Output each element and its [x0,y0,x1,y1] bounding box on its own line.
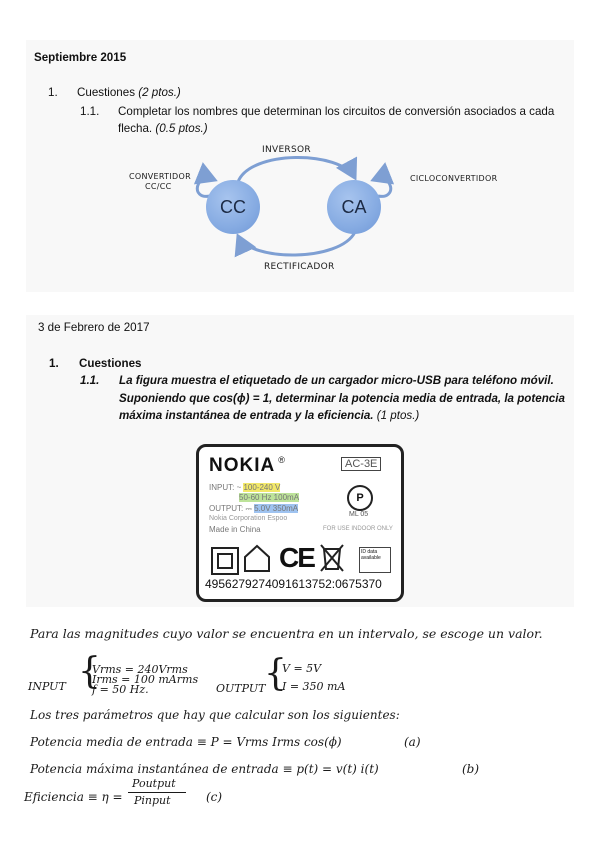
output-voltage: V = 5V [282,662,322,675]
input-row: INPUT: ~ 100-240 V [209,483,281,492]
indoor-use-text: FOR USE INDOOR ONLY [323,526,393,532]
weee-info-box: ID data available [359,547,391,573]
section-2-header: 3 de Febrero de 2017 [38,321,150,334]
node-cc: CC [206,180,260,234]
eq-a-tag: (a) [404,735,421,749]
section-1-header: Septiembre 2015 [34,51,127,64]
subquestion-line-2: Suponiendo que cos(ϕ) = 1, determinar la potencia media de entrada, la potencia [119,392,565,405]
output-row: OUTPUT: ⎓ 5.0V 350mA [209,504,299,513]
ps-mark-icon: P [347,485,373,511]
input-brace: { [78,651,101,692]
question-title-2: Cuestiones [79,357,142,370]
charger-label [196,444,404,602]
double-insulation-icon [211,547,239,575]
question-number: 1. [48,86,58,99]
input-vrms: Vrms = 240Vrms [92,663,188,676]
output-label: OUTPUT [216,682,266,695]
output-brace: { [264,653,287,694]
label-inversor: INVERSOR [262,145,311,155]
made-in-row: Made in China [209,525,261,534]
arrow-inversor [238,157,355,182]
label-cc-cc: CC/CC [145,182,172,191]
eq-c-tag: (c) [206,790,223,804]
arrow-rectificador [238,232,355,255]
nokia-logo: NOKIA ® [209,455,286,476]
eq-b-tag: (b) [462,762,480,776]
ce-mark: CE [279,542,314,573]
subquestion-line-1: La figura muestra el etiquetado de un cargador micro-USB para teléfono móvil. [119,374,554,387]
manufacturer-row: Nokia Corporation Espoo [209,515,288,522]
subquestion-line-3: máxima instantánea de entrada y la eficiencia. (1 ptos.) [119,409,420,422]
label-convertidor: CONVERTIDOR [129,172,191,181]
label-rectificador: RECTIFICADOR [264,262,335,272]
barcode-number: 4956279274091613752:0675370 [205,577,382,591]
subquestion-number-2: 1.1. [80,374,100,387]
model-box: AC-3E [341,457,381,471]
eq-average-power: Potencia media de entrada ≡ P = Vrms Irms cos(ϕ) [30,735,342,749]
subquestion-number: 1.1. [80,105,100,118]
note-line-1: Para las magnitudes cuyo valor se encuentra en un intervalo, se escoge un valor. [30,626,543,641]
question-title: Cuestiones (2 ptos.) [77,86,181,99]
input-freq: f = 50 Hz. [92,683,149,696]
input-label: INPUT [28,680,66,693]
freq-row: 50-60 Hz 100mA [239,493,300,502]
eq-efficiency: Eficiencia ≡ η = [24,790,123,804]
fraction-bar [128,792,186,793]
indoor-house-icon [243,543,271,573]
subquestion-text-2: flecha. (0.5 ptos.) [118,122,208,135]
ml-code: ML 05 [349,511,369,518]
eq-numerator: Poutput [132,777,176,790]
note-params: Los tres parámetros que hay que calcular son los siguientes: [30,708,400,722]
weee-bin-icon [319,543,345,573]
eq-denominator: Pinput [134,794,171,807]
input-irms: Irms = 100 mArms [92,673,199,686]
output-current: I = 350 mA [282,680,346,693]
label-cicloconvertidor: CICLOCONVERTIDOR [410,174,498,183]
node-ca: CA [327,180,381,234]
question-number-2: 1. [49,357,59,370]
eq-max-power: Potencia máxima instantánea de entrada ≡ p(t) = v(t) i(t) [30,762,379,776]
subquestion-text-1: Completar los nombres que determinan los circuitos de conversión asociados a cada [118,105,555,118]
